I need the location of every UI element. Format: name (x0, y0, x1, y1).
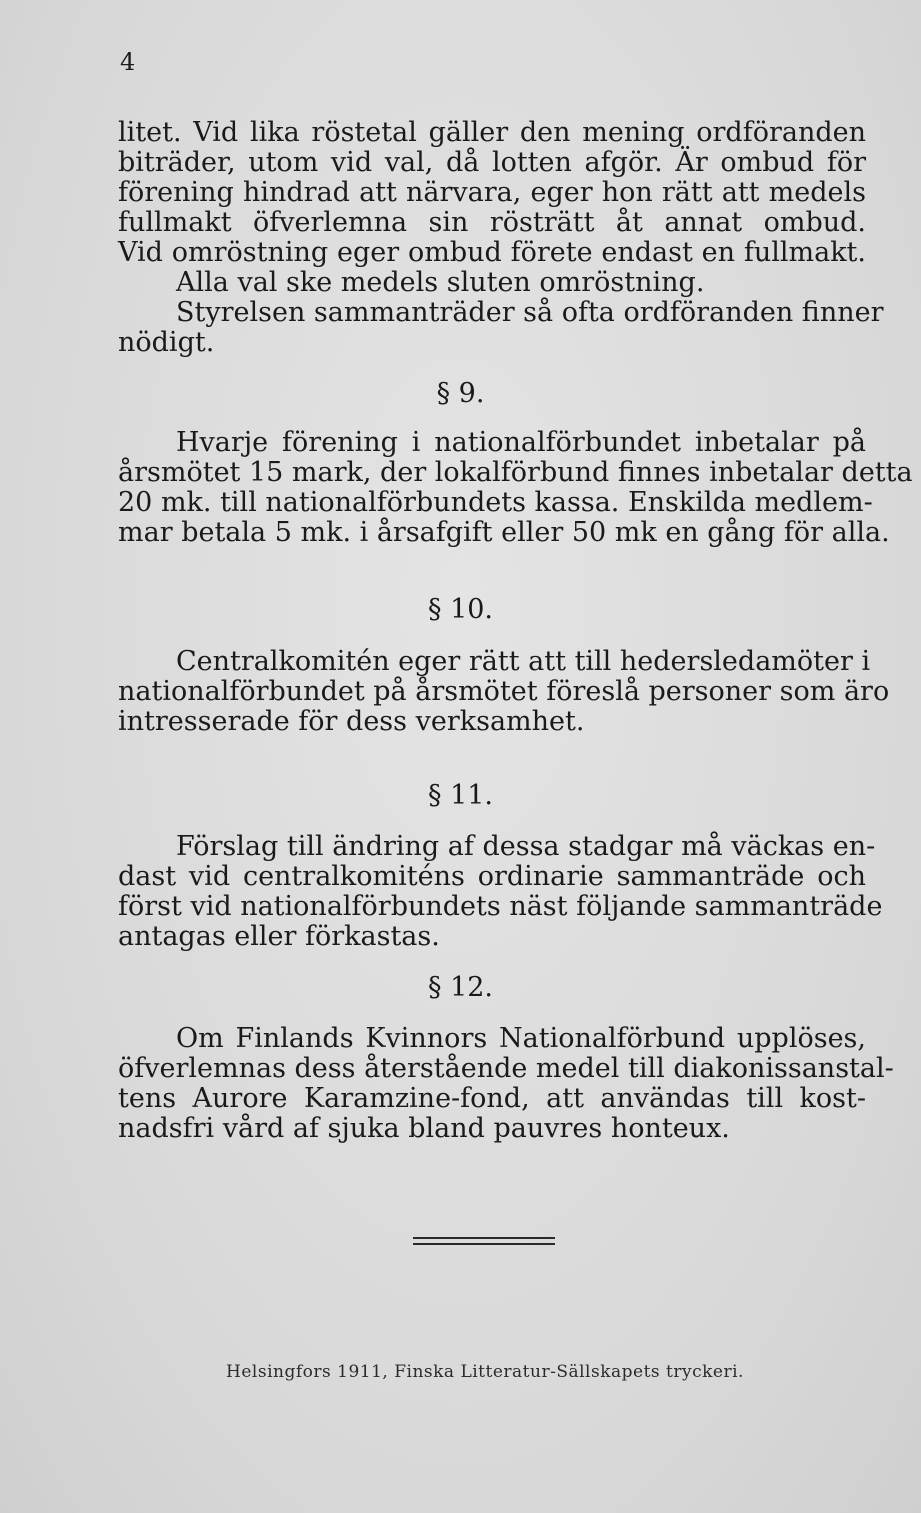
section-heading-9: § 9. (436, 378, 485, 409)
text-line: Alla val ske medels sluten omröstning. (176, 267, 705, 298)
text-line: förening hindrad att närvara, eger hon rätt att medels (118, 177, 866, 208)
text-line: nödigt. (118, 327, 215, 358)
text-line: biträder, utom vid val, då lotten afgör. Är ombud för (118, 147, 866, 178)
text-line: antagas eller förkastas. (118, 921, 440, 952)
text-line: Hvarje förening i nationalförbundet inbetalar på (176, 427, 866, 458)
section-heading-11: § 11. (427, 780, 494, 811)
text-line: intresserade för dess verksamhet. (118, 706, 585, 737)
text-line: mar betala 5 mk. i årsafgift eller 50 mk en gång för alla. (118, 517, 890, 548)
text-line: Förslag till ändring af dessa stadgar må väckas en- (176, 831, 876, 862)
divider-rule (413, 1243, 555, 1245)
section-heading-12: § 12. (427, 972, 494, 1003)
section-heading-10: § 10. (427, 594, 494, 625)
text-line: 20 mk. till nationalförbundets kassa. Enskilda medlem- (118, 487, 873, 518)
text-line: Centralkomitén eger rätt att till hedersledamöter i (176, 646, 871, 677)
divider-rule (413, 1237, 555, 1239)
text-line: tens Aurore Karamzine-fond, att användas till kost- (118, 1083, 866, 1114)
text-line: nationalförbundet på årsmötet föreslå personer som äro (118, 676, 890, 707)
text-line: öfverlemnas dess återstående medel till diakonissanstal- (118, 1053, 894, 1084)
printer-imprint: Helsingfors 1911, Finska Litteratur-Sällskapets tryckeri. (226, 1362, 744, 1382)
text-line: årsmötet 15 mark, der lokalförbund finnes inbetalar detta (118, 457, 913, 488)
text-line: Vid omröstning eger ombud förete endast en fullmakt. (118, 237, 866, 268)
text-line: Styrelsen sammanträder så ofta ordföranden finner (176, 297, 884, 328)
text-line: litet. Vid lika röstetal gäller den mening ordföranden (118, 117, 866, 148)
text-line: först vid nationalförbundets näst följande sammanträde (118, 891, 883, 922)
page-number: 4 (120, 48, 136, 76)
text-line: nadsfri vård af sjuka bland pauvres honteux. (118, 1113, 730, 1144)
text-line: dast vid centralkomiténs ordinarie sammanträde och (118, 861, 866, 892)
text-line: Om Finlands Kvinnors Nationalförbund upplöses, (176, 1023, 866, 1054)
text-line: fullmakt öfverlemna sin rösträtt åt annat ombud. (118, 207, 866, 238)
